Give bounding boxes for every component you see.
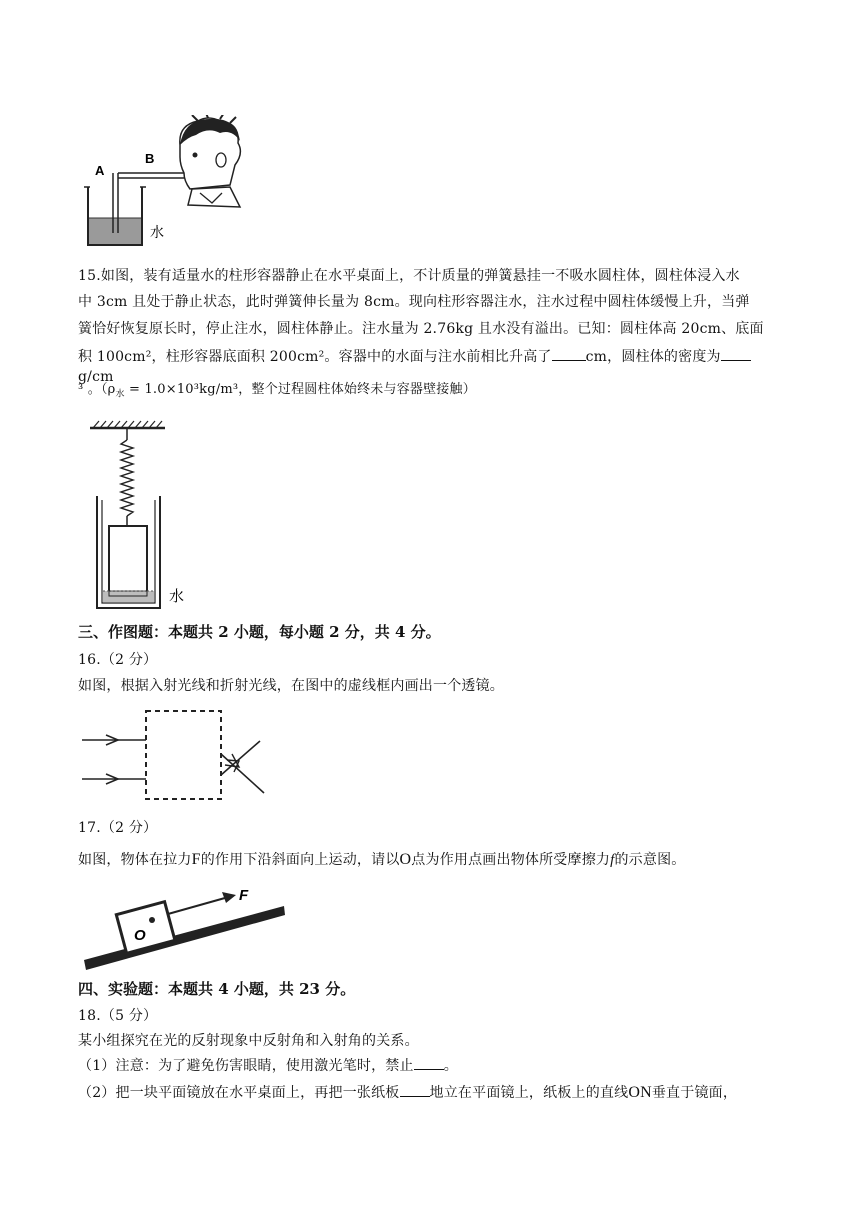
q17-text-a: 如图，物体在拉力 [78, 852, 192, 868]
figure-incline-block [82, 882, 292, 974]
section-3-heading: 三、作图题：本题共 2 小题，每小题 2 分，共 4 分。 [78, 623, 441, 641]
q17-number: 17.（2 分） [78, 820, 158, 836]
figure-blowing-tube [80, 115, 245, 250]
q18-part-1-a: （1）注意：为了避免伤害眼睛，使用激光笔时，禁止 [78, 1058, 414, 1074]
q15-line-5-sub: 水 [115, 389, 125, 400]
q18-number: 18.（5 分） [78, 1008, 158, 1024]
q17-text-b: 的作用下沿斜面向上运动，请以 [200, 852, 400, 868]
q18-part-1 [78, 1056, 783, 1076]
q15-line-5-a: ³ 。（ρ [78, 382, 116, 397]
q17-text [78, 850, 783, 870]
label-water: 水 [169, 588, 185, 605]
q15-line-5-b: = 1.0×10³kg/m³，整个过程圆柱体始终未与容器壁接触） [124, 382, 476, 397]
q15-line-4-c: g/cm [78, 369, 114, 385]
q17-symbol-f: F [191, 851, 201, 868]
q15-line-4-a: 积 100cm²，柱形容器底面积 200cm²。容器中的水面与注水前相比升高了 [78, 349, 552, 365]
q17-text-c: 点为作用点画出物体所受摩擦力 [411, 852, 611, 868]
answer-blank[interactable] [414, 1056, 444, 1070]
q17-text-d: 的示意图。 [614, 852, 686, 868]
q15-line-5 [78, 380, 783, 405]
q15-line-3: 簧恰好恢复原长时，停止注水，圆柱体静止。注水量为 2.76kg 且水没有溢出。已知：圆柱体高 20cm、底面 [78, 321, 764, 337]
q18-part-2-c: 垂直于镜面， [651, 1085, 738, 1101]
answer-blank[interactable] [552, 347, 586, 361]
q15-line-1: 15.如图，装有适量水的柱形容器静止在水平桌面上，不计质量的弹簧悬挂一不吸水圆柱体，圆柱体浸入水 [78, 268, 740, 284]
q17-symbol-friction: f [610, 852, 615, 868]
q15-line-2: 中 3cm 且处于静止状态，此时弹簧伸长量为 8cm。现向柱形容器注水，注水过程中圆柱体缓慢上升，当弹 [78, 294, 750, 310]
label-point-o: O [134, 927, 146, 944]
q15-line-4-b: cm，圆柱体的密度为 [585, 349, 721, 365]
label-a: A [95, 163, 105, 178]
q18-part-2 [78, 1083, 783, 1103]
q18-part-1-b: 。 [443, 1058, 458, 1074]
answer-blank[interactable] [400, 1083, 430, 1097]
label-water: 水 [150, 224, 164, 240]
q18-part-2-b: 地立在平面镜上，纸板上的直线 [429, 1085, 629, 1101]
label-b: B [145, 151, 155, 166]
q16-text: 如图，根据入射光线和折射光线，在图中的虚线框内画出一个透镜。 [78, 678, 504, 694]
figure-lens-box [78, 705, 268, 805]
section-4-heading: 四、实验题：本题共 4 小题，共 23 分。 [78, 980, 356, 998]
q18-intro: 某小组探究在光的反射现象中反射角和入射角的关系。 [78, 1033, 419, 1049]
q17-symbol-o: O [399, 851, 412, 868]
q16-number: 16.（2 分） [78, 652, 158, 668]
q18-line-on: ON [628, 1084, 652, 1101]
figure-spring-cylinder [85, 418, 195, 613]
q18-part-2-a: （2）把一块平面镜放在水平桌面上，再把一张纸板 [78, 1085, 400, 1101]
answer-blank[interactable] [721, 347, 751, 361]
label-force-f: F [239, 887, 249, 904]
